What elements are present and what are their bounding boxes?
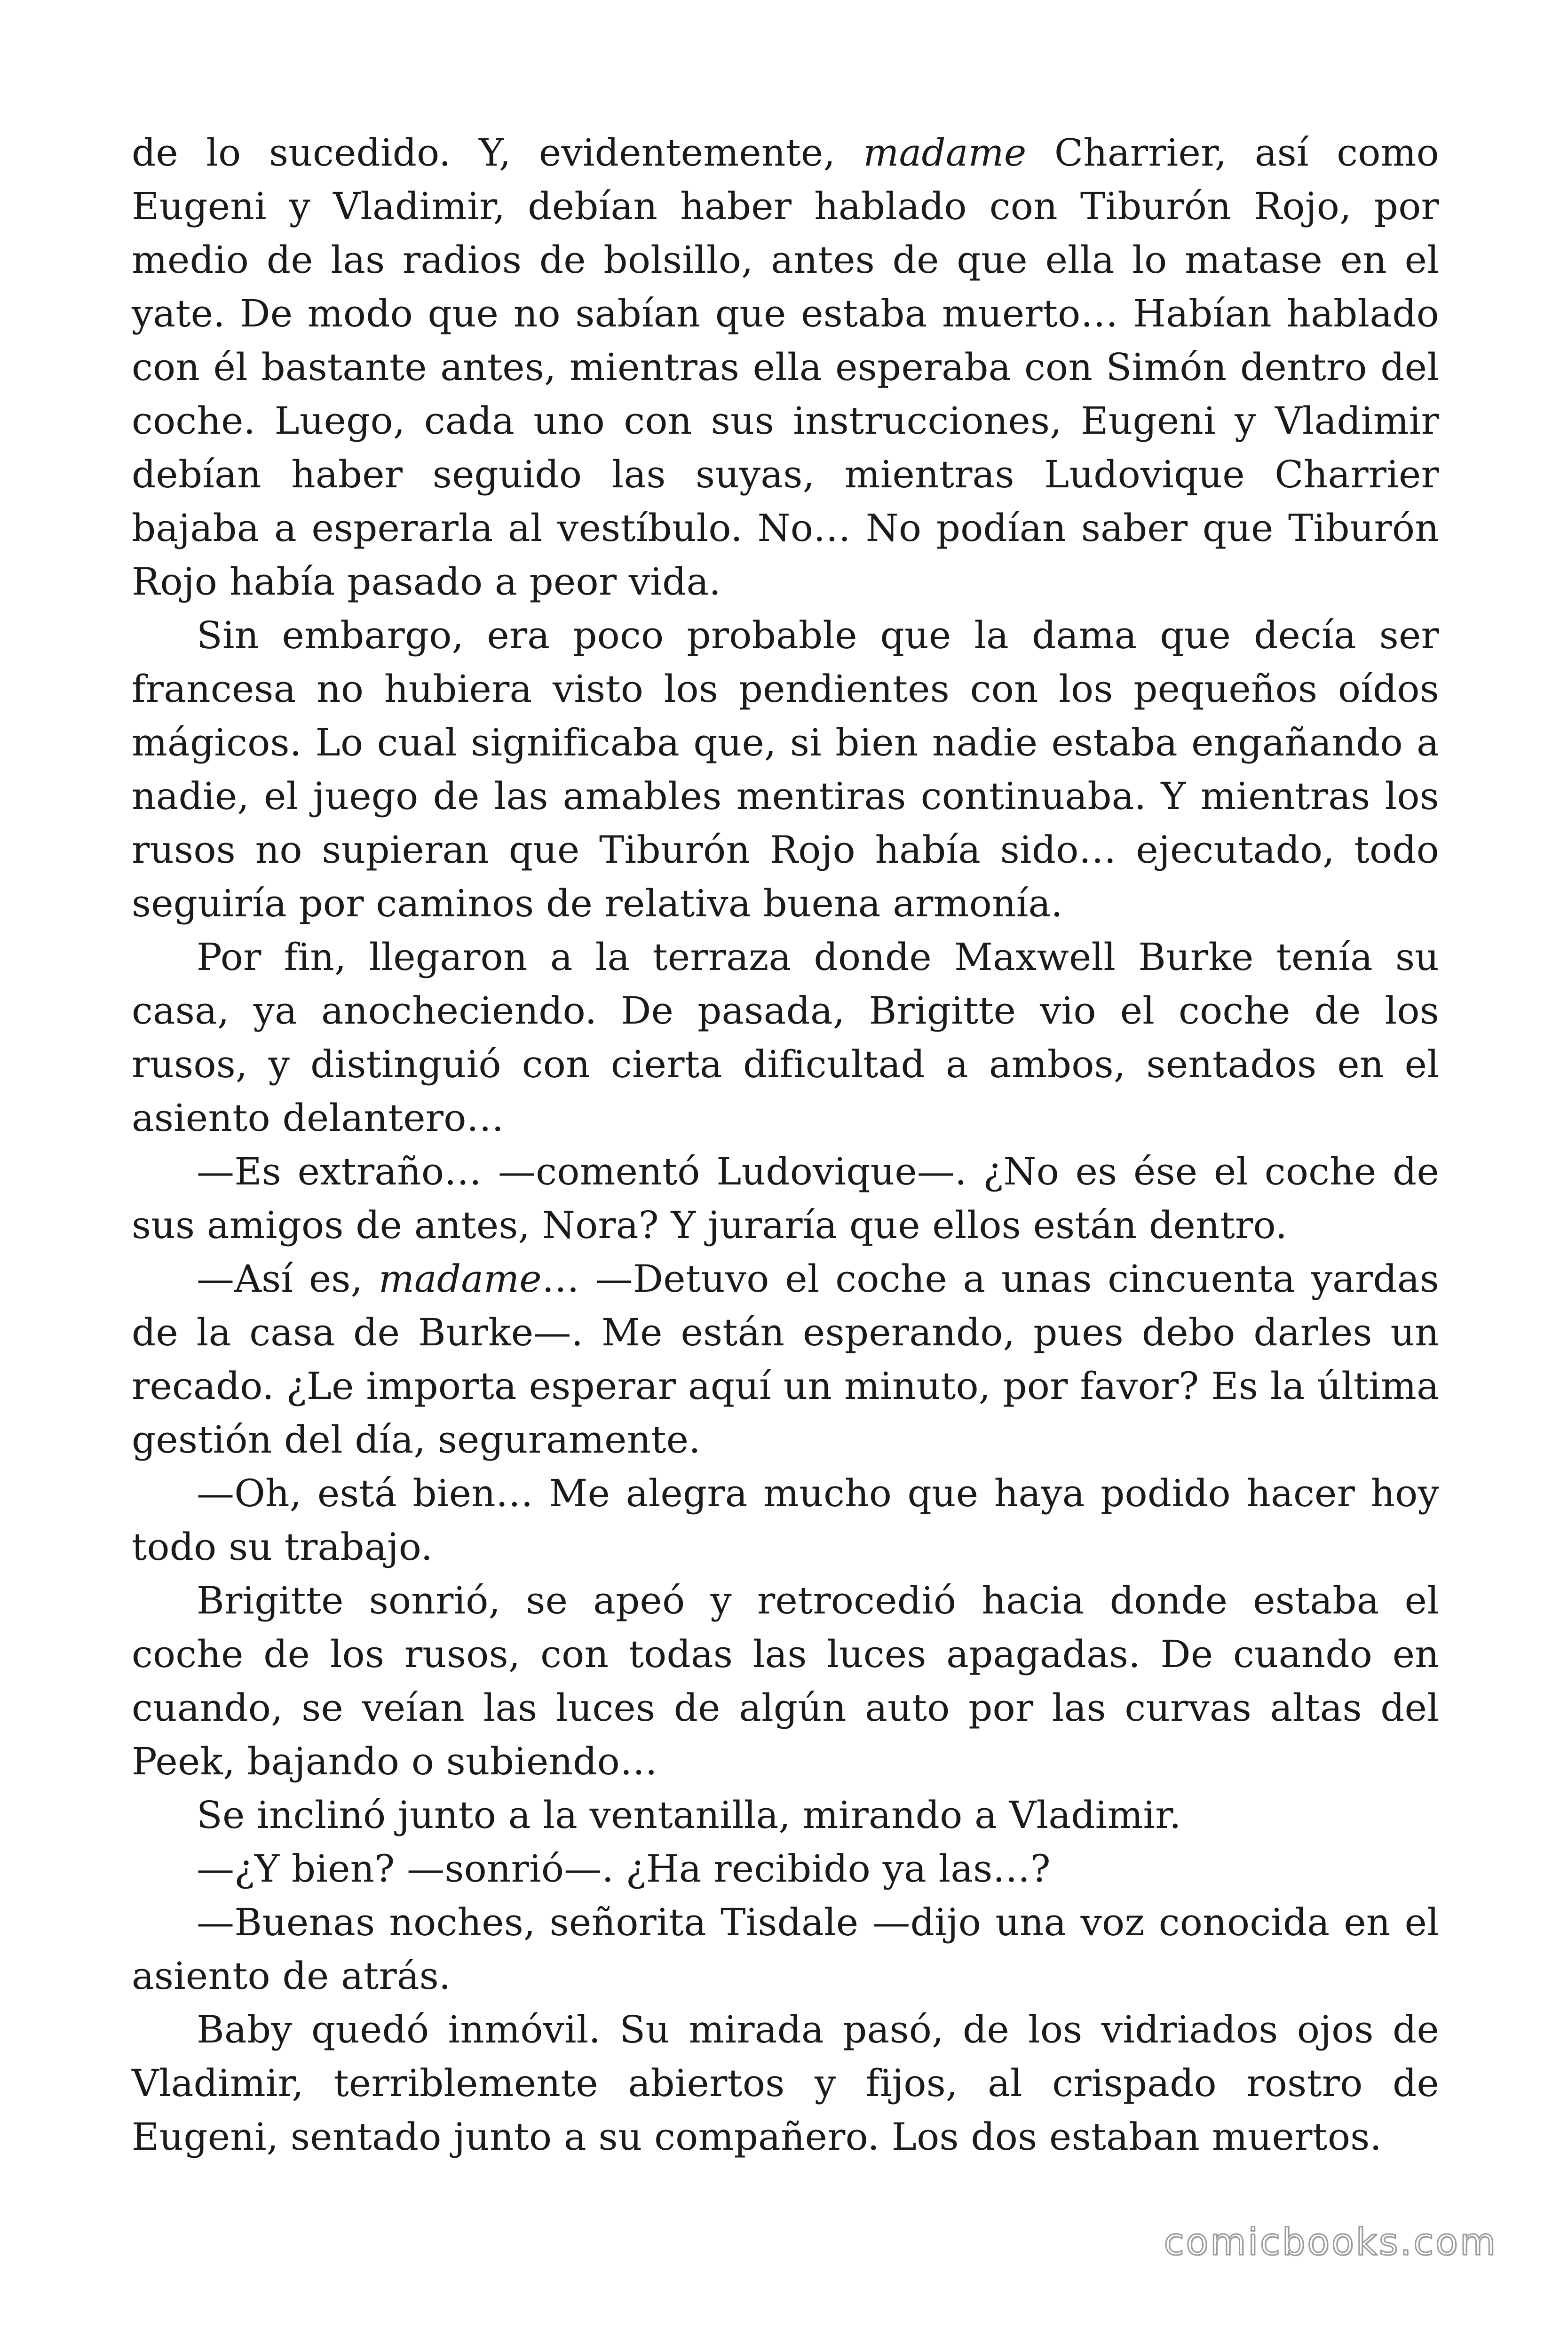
paragraph-3-text: Por fin, llegaron a la terraza donde Maxwell Burke tenía su casa, ya anocheciendo. De pasada, Brigitte vio el coche de los rusos, y distinguió con cierta dificultad a ambos, sentados en el asiento delantero… (132, 935, 1439, 1140)
paragraph-9 (132, 1842, 1439, 1896)
paragraph-1-part-3: Charrier, así como Eugeni y Vladimir, debían haber hablado con Tiburón Rojo, por medio de las radios de bolsillo, antes de que ella lo matase en el yate. De modo que no sabían que estaba muerto… Habían hablado con él bastante antes, mientras ella esperaba con Simón dentro del coche. Luego, cada uno con sus instrucciones, Eugeni y Vladimir debían haber seguido las suyas, mientras Ludovique Charrier bajaba a esperarla al vestíbulo. No… No podían saber que Tiburón Rojo había pasado a peor vida. (132, 131, 1439, 604)
paragraph-6-text: —Oh, está bien… Me alegra mucho que haya podido hacer hoy todo su trabajo. (132, 1471, 1439, 1569)
paragraph-7-text: Brigitte sonrió, se apeó y retrocedió hacia donde estaba el coche de los rusos, con todas las luces apagadas. De cuando en cuando, se veían las luces de algún auto por las curvas altas del Peek, bajando o subiendo… (132, 1579, 1439, 1783)
paragraph-10 (132, 1896, 1439, 2003)
paragraph-5-italic-madame: madame (378, 1257, 542, 1301)
paragraph-2-text: Sin embargo, era poco probable que la dama que decía ser francesa no hubiera visto los pendientes con los pequeños oídos mágicos. Lo cual significaba que, si bien nadie estaba engañando a nadie, el juego de las amables mentiras continuaba. Y mientras los rusos no supieran que Tiburón Rojo había sido… ejecutado, todo seguiría por caminos de relativa buena armonía. (132, 613, 1439, 925)
paragraph-1 (132, 126, 1439, 609)
paragraph-7 (132, 1574, 1439, 1788)
paragraph-10-text: —Buenas noches, señorita Tisdale —dijo una voz conocida en el asiento de atrás. (132, 1900, 1439, 1998)
paragraph-5-part-1: —Así es, (197, 1257, 379, 1301)
paragraph-5-part-3: … —Detuvo el coche a unas cincuenta yardas de la casa de Burke—. Me están esperando, pues debo darles un recado. ¿Le importa esperar aquí un minuto, por favor? Es la última gestión del día, seguramente. (132, 1257, 1439, 1462)
book-page-text (132, 126, 1439, 2164)
paragraph-4-text: —Es extraño… —comentó Ludovique—. ¿No es ése el coche de sus amigos de antes, Nora? Y juraría que ellos están dentro. (132, 1150, 1439, 1247)
paragraph-4 (132, 1145, 1439, 1252)
paragraph-11 (132, 2003, 1439, 2164)
paragraph-8-text: Se inclinó junto a la ventanilla, mirando a Vladimir. (197, 1793, 1181, 1837)
paragraph-11-text: Baby quedó inmóvil. Su mirada pasó, de los vidriados ojos de Vladimir, terriblemente abiertos y fijos, al crispado rostro de Eugeni, sentado junto a su compañero. Los dos estaban muertos. (132, 2008, 1439, 2159)
paragraph-5 (132, 1252, 1439, 1467)
paragraph-2 (132, 609, 1439, 930)
paragraph-3 (132, 930, 1439, 1145)
paragraph-1-italic-madame: madame (863, 131, 1027, 175)
paragraph-9-text: —¿Y bien? —sonrió—. ¿Ha recibido ya las…? (197, 1847, 1051, 1891)
watermark-logo: comicbooks.com (1164, 2221, 1497, 2264)
paragraph-8 (132, 1788, 1439, 1842)
paragraph-6 (132, 1467, 1439, 1574)
paragraph-1-part-1: de lo sucedido. Y, evidentemente, (132, 131, 863, 175)
